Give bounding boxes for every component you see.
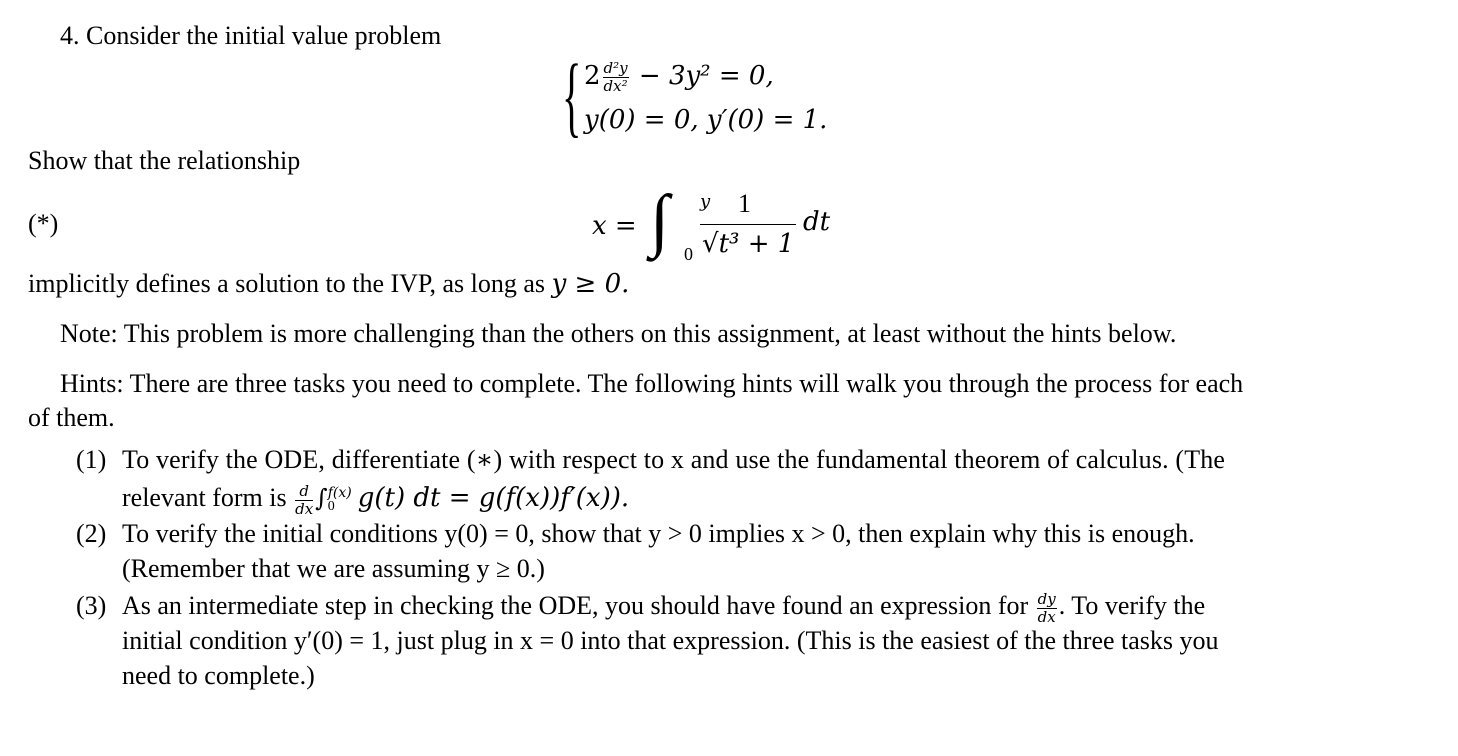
hints-line-1: Hints: There are three tasks you need to complete. The following hints will walk you through the process for each <box>60 369 1244 398</box>
ode-line-1 <box>584 60 774 94</box>
hint-item-2-line-2: (Remember that we are assuming y ≥ 0.) <box>122 554 545 583</box>
equation-tag: (*) <box>28 209 59 238</box>
hint-item-3-line-3: need to complete.) <box>122 661 315 690</box>
ode-rest: − 3y² = 0, <box>638 61 774 91</box>
integrand-bar <box>700 224 796 225</box>
integrand-numerator: 1 <box>738 189 751 218</box>
implicit-line: implicitly defines a solution to the IVP, as long as y ≥ 0. <box>28 269 630 299</box>
integral-sign: ∫ <box>650 182 670 259</box>
hint-item-3-number: (3) <box>76 591 107 620</box>
hint-item-2-number: (2) <box>76 519 107 548</box>
integral-dt: dt <box>803 207 831 237</box>
ode-fraction: $\frac{\text{d²y}}{\text{dx²}}$ <box>603 58 628 95</box>
hint-item-3-line-1: As an intermediate step in checking the ODE, you should have found an expression for $\frac{dy}{dx}$ . To verify the <box>122 589 1206 626</box>
dy-dx-fraction: $\frac{dy}{dx}$ <box>1037 589 1056 626</box>
hint-item-3-line-2: initial condition y′(0) = 1, just plug in x = 0 into that expression. (This is the easiest of the three tasks you <box>122 626 1219 655</box>
show-line: Show that the relationship <box>28 146 301 175</box>
integral-lhs: x = <box>592 211 637 241</box>
hint-item-1-line-2: relevant form is $\frac{d}{dx}$ ∫ f(x) 0 g(t) dt = g(f(x))f′(x)). <box>122 481 630 518</box>
ode-brace: { <box>562 47 582 146</box>
hint-item-2-line-1: To verify the initial conditions y(0) = 0, show that y > 0 implies x > 0, then explain why this is enough. <box>122 519 1195 548</box>
hints-line-2: of them. <box>28 403 115 432</box>
derivative-fraction: $\frac{d}{dx}$ <box>295 481 314 518</box>
ode-coef: 2 <box>584 61 601 91</box>
problem-heading: 4. Consider the initial value problem <box>60 21 442 50</box>
integral-upper-limit: y <box>700 191 711 212</box>
hint-item-1-number: (1) <box>76 445 107 474</box>
ode-initial: y(0) = 0, y′(0) = 1. <box>584 105 828 135</box>
integral-lower-limit: 0 <box>684 244 693 264</box>
integrand-denominator: √t³ + 1 <box>702 229 795 259</box>
note-paragraph: Note: This problem is more challenging than the others on this assignment, at least without the hints below. <box>60 319 1177 348</box>
hint-item-1-line-1: To verify the ODE, differentiate (∗) with respect to x and use the fundamental theorem of calculus. (The <box>122 445 1226 474</box>
implicit-condition: y ≥ 0. <box>551 269 630 299</box>
